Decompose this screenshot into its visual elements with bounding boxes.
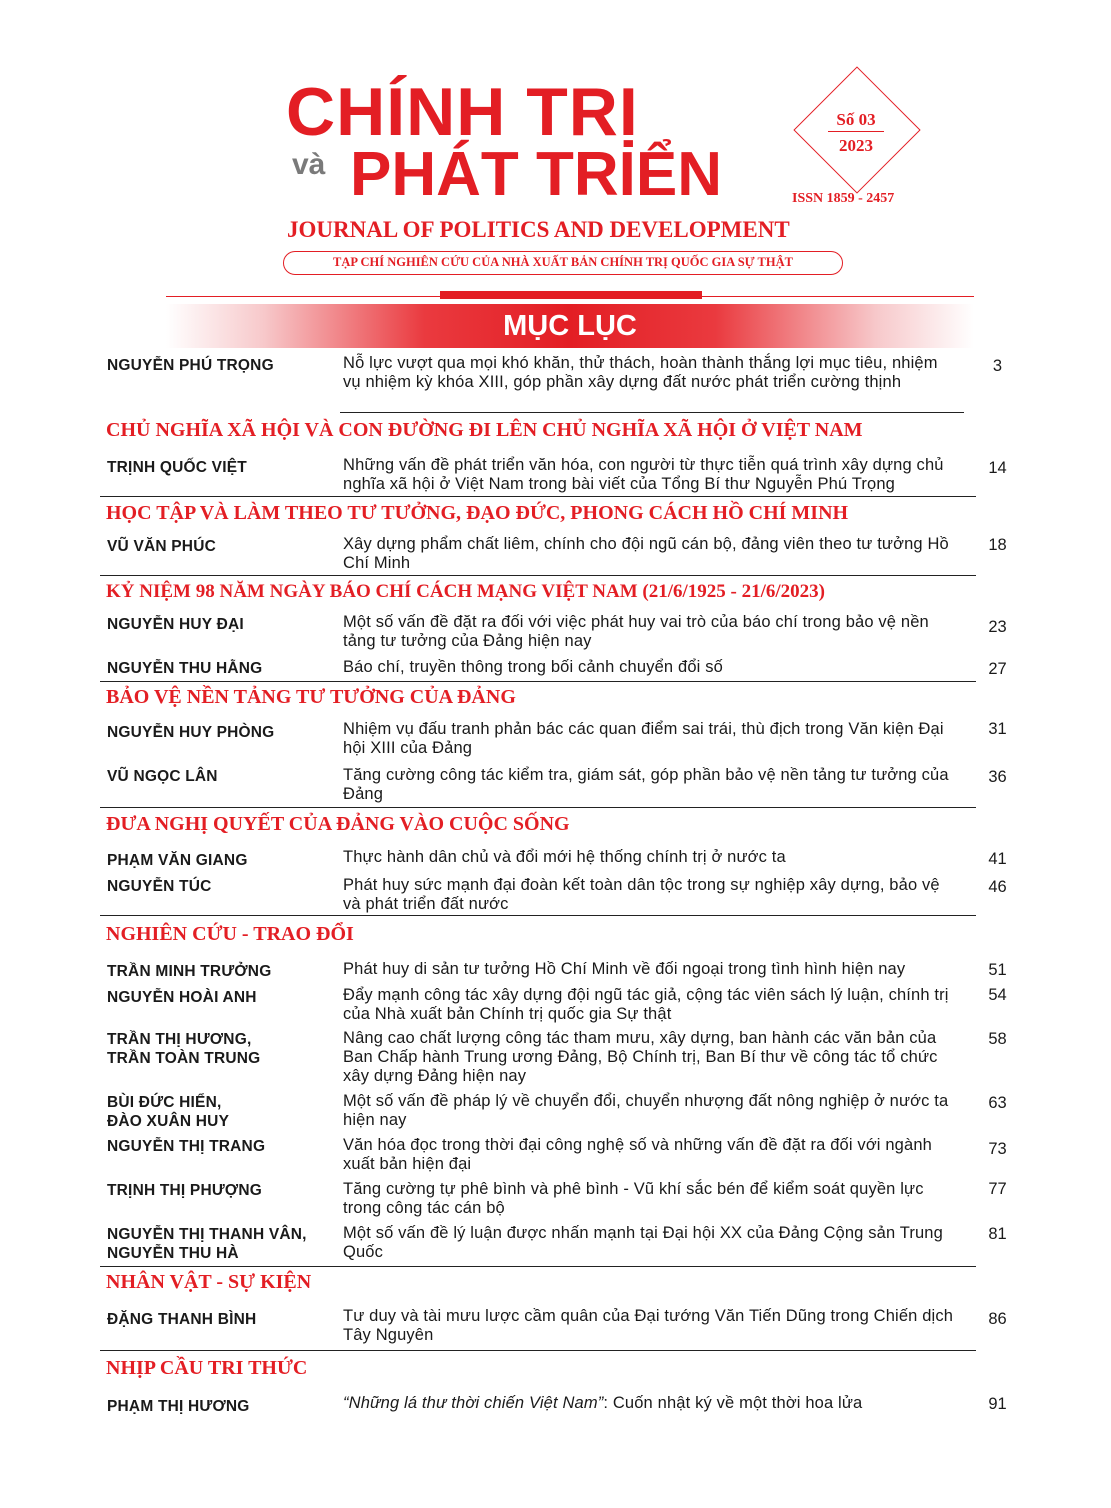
masthead-title-line2: PHÁT TRIỂN [350, 140, 722, 209]
section-heading: NHÂN VẬT - SỰ KIỆN [106, 1271, 312, 1293]
issue-year: 2023 [839, 136, 873, 155]
issue-number: Số 03 [836, 110, 876, 129]
divider [100, 681, 976, 682]
lead-page: 3 [992, 357, 1003, 375]
entry-title: Tăng cường tự phê bình và phê bình - Vũ khí sắc bén để kiểm soát quyền lực trong công tác cán bộ [343, 1180, 924, 1217]
entry-page: 27 [988, 660, 1007, 678]
entry-page: 31 [988, 720, 1007, 738]
lead-author: NGUYỄN PHÚ TRỌNG [107, 357, 274, 374]
lead-title: Nỗ lực vượt qua mọi khó khăn, thử thách, hoàn thành thắng lợi mục tiêu, nhiệm vụ nhiệm kỳ khóa XIII, góp phần xây dựng đất nước phát triển cường thịnh [343, 354, 938, 391]
entry-page: 23 [988, 618, 1007, 636]
section-heading: CHỦ NGHĨA XÃ HỘI VÀ CON ĐƯỜNG ĐI LÊN CHỦ NGHĨA XÃ HỘI Ở VIỆT NAM [106, 419, 863, 441]
entry-author: VŨ VĂN PHÚC [107, 538, 216, 555]
masthead-title-line1: CHÍNH TRỊ [286, 74, 639, 150]
divider [100, 1350, 976, 1351]
entry-author: TRỊNH QUỐC VIỆT [107, 459, 247, 476]
publisher-subtitle: TẠP CHÍ NGHIÊN CỨU CỦA NHÀ XUẤT BẢN CHÍNH TRỊ QUỐC GIA SỰ THẬT [283, 251, 843, 275]
entry-author: NGUYỄN THỊ TRANG [107, 1138, 266, 1155]
section-heading: NGHIÊN CỨU - TRAO ĐỔI [106, 923, 354, 945]
entry-author: NGUYỄN HUY ĐẠI [107, 616, 244, 633]
issn: ISSN 1859 - 2457 [792, 191, 895, 206]
entry-title: Văn hóa đọc trong thời đại công nghệ số và những vấn đề đặt ra đối với ngành xuất bản hiện đại [343, 1136, 932, 1173]
entry-page: 63 [988, 1094, 1007, 1112]
entry-author: PHẠM VĂN GIANG [107, 852, 248, 869]
entry-title: Một số vấn đề đặt ra đối với việc phát huy vai trò của báo chí trong bảo vệ nền tảng tư tưởng của Đảng hiện nay [343, 613, 929, 650]
english-title: JOURNAL OF POLITICS AND DEVELOPMENT [287, 217, 790, 242]
entry-title: Báo chí, truyền thông trong bối cảnh chuyển đổi số [343, 658, 723, 676]
divider [100, 575, 976, 576]
entry-page: 54 [988, 986, 1007, 1004]
entry-author: NGUYỄN THU HẰNG [107, 660, 263, 677]
divider [340, 412, 964, 413]
masthead-rule-tab [440, 291, 702, 299]
entry-title: Tư duy và tài mưu lược cầm quân của Đại tướng Văn Tiến Dũng trong Chiến dịch Tây Nguyên [343, 1307, 954, 1344]
entry-title: Phát huy di sản tư tưởng Hồ Chí Minh về đối ngoại trong tình hình hiện nay [343, 960, 906, 978]
section-heading: NHỊP CẦU TRI THỨC [106, 1357, 308, 1379]
entry-title-italic: “Những lá thư thời chiến Việt Nam” [343, 1394, 604, 1412]
entry-page: 73 [988, 1140, 1007, 1158]
entry-title: Phát huy sức mạnh đại đoàn kết toàn dân tộc trong sự nghiệp xây dựng, bảo vệ và phát triển đất nước [343, 876, 940, 913]
entry-title: Nhiệm vụ đấu tranh phản bác các quan điểm sai trái, thù địch trong Văn kiện Đại hội XIII của Đảng [343, 720, 944, 757]
toc-heading: MỤC LỤC [503, 310, 637, 342]
entry-author: TRẦN THỊ HƯƠNG, TRẦN TOÀN TRUNG [107, 1031, 261, 1067]
entry-page: 46 [988, 878, 1007, 896]
entry-title: Tăng cường công tác kiểm tra, giám sát, góp phần bảo vệ nền tảng tư tưởng của Đảng [343, 766, 949, 803]
entry-author: TRỊNH THỊ PHƯỢNG [107, 1182, 262, 1199]
entry-author: NGUYỄN HOÀI ANH [107, 989, 257, 1006]
divider [100, 807, 976, 808]
entry-title: Xây dựng phẩm chất liêm, chính cho đội ngũ cán bộ, đảng viên theo tư tưởng Hồ Chí Minh [343, 535, 949, 572]
entry-author: BÙI ĐỨC HIỂN, ĐÀO XUÂN HUY [107, 1094, 230, 1130]
entry-author: VŨ NGỌC LÂN [107, 768, 218, 785]
entry-author: NGUYỄN THỊ THANH VÂN, NGUYỄN THU HÀ [107, 1226, 307, 1262]
entry-title: Một số vấn đề pháp lý về chuyển đổi, chuyển nhượng đất nông nghiệp ở nước ta hiện nay [343, 1092, 949, 1129]
section-heading: ĐƯA NGHỊ QUYẾT CỦA ĐẢNG VÀO CUỘC SỐNG [106, 813, 570, 835]
entry-title: Nâng cao chất lượng công tác tham mưu, xây dựng, ban hành các văn bản của Ban Chấp hành Trung ương Đảng, Bộ Chính trị, Ban Bí thư về công tác tổ chức xây dựng Đảng hiện nay [343, 1029, 938, 1085]
entry-author: TRẦN MINH TRƯỞNG [107, 963, 272, 980]
entry-page: 18 [988, 536, 1007, 554]
entry-author: PHẠM THỊ HƯƠNG [107, 1398, 250, 1415]
entry-author: ĐẶNG THANH BÌNH [107, 1311, 257, 1328]
entry-page: 14 [988, 459, 1007, 477]
entry-page: 36 [988, 768, 1007, 786]
masthead-title-va: và [292, 148, 326, 181]
divider [100, 915, 976, 916]
entry-page: 91 [988, 1395, 1007, 1413]
entry-page: 86 [988, 1310, 1007, 1328]
entry-title: Đẩy mạnh công tác xây dựng đội ngũ tác giả, cộng tác viên sách lý luận, chính trị của Nhà xuất bản Chính trị quốc gia Sự thật [343, 986, 949, 1023]
section-heading: HỌC TẬP VÀ LÀM THEO TƯ TƯỞNG, ĐẠO ĐỨC, PHONG CÁCH HỒ CHÍ MINH [106, 502, 849, 524]
entry-title: Thực hành dân chủ và đổi mới hệ thống chính trị ở nước ta [343, 848, 786, 866]
entry-page: 77 [988, 1180, 1007, 1198]
divider [100, 1266, 976, 1267]
section-heading: KỶ NIỆM 98 NĂM NGÀY BÁO CHÍ CÁCH MẠNG VIỆT NAM (21/6/1925 - 21/6/2023) [106, 581, 825, 602]
entry-page: 51 [988, 961, 1007, 979]
issue-diamond-frame [793, 66, 920, 193]
entry-page: 81 [988, 1225, 1007, 1243]
entry-author: NGUYỄN TÚC [107, 878, 212, 895]
entry-title [343, 1394, 955, 1413]
issue-divider [828, 131, 884, 132]
section-heading: BẢO VỆ NỀN TẢNG TƯ TƯỞNG CỦA ĐẢNG [106, 686, 516, 708]
entry-title: Một số vấn đề lý luận được nhấn mạnh tại Đại hội XX của Đảng Cộng sản Trung Quốc [343, 1224, 943, 1261]
entry-author: NGUYỄN HUY PHÒNG [107, 724, 275, 741]
divider [100, 496, 976, 497]
entry-title-rest: : Cuốn nhật ký về một thời hoa lửa [603, 1394, 863, 1412]
entry-page: 58 [988, 1030, 1007, 1048]
entry-page: 41 [988, 850, 1007, 868]
entry-title: Những vấn đề phát triển văn hóa, con người từ thực tiễn quá trình xây dựng chủ nghĩa xã hội ở Việt Nam trong bài viết của Tổng Bí thư Nguyễn Phú Trọng [343, 456, 944, 493]
